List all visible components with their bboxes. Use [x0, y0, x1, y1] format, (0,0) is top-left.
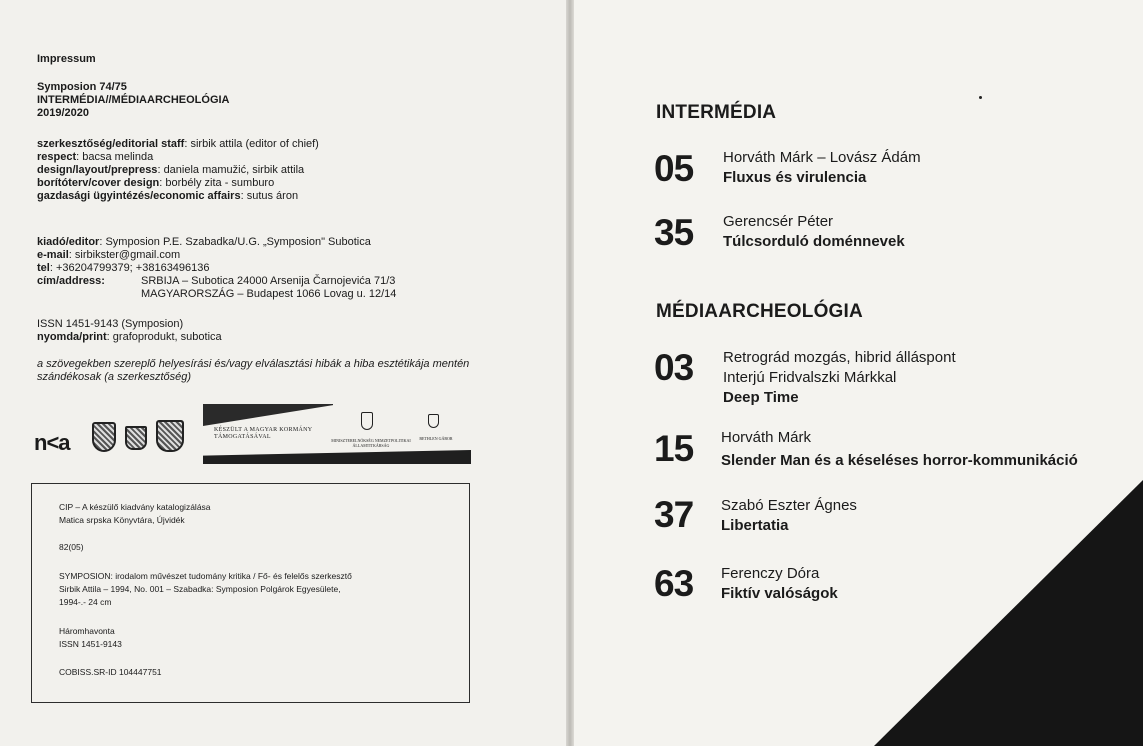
toc-article-title[interactable]: Fluxus és virulencia — [723, 169, 867, 186]
print-label: nyomda/print — [37, 331, 107, 343]
staff-label: gazdasági ügyintézés/economic affairs — [37, 190, 241, 202]
staff-label: borítóterv/cover design — [37, 177, 160, 189]
toc-article-title[interactable]: Slender Man és a késeléses horror-kommunikáció — [721, 452, 1078, 469]
toc-page-number[interactable]: 15 — [654, 428, 694, 469]
staff-value: daniela mamužić, sirbik attila — [163, 164, 305, 176]
email-line: e-mail: sirbikster@gmail.com — [37, 249, 181, 261]
hungary-crest-icon — [361, 412, 373, 430]
book-gutter — [566, 0, 574, 746]
staff-value: sirbik attila (editor of chief) — [190, 138, 319, 150]
cip-line: CIP – A készülő kiadvány katalogizálása — [59, 502, 211, 512]
section-title-mediaarcheologia: MÉDIAARCHEOLÓGIA — [656, 301, 863, 322]
staff-label: design/layout/prepress — [37, 164, 158, 176]
staff-label: respect — [37, 151, 77, 163]
address-label: cím/address: — [37, 275, 105, 287]
banner-ministry-text: MINISZTERELNÖKSÉG NEMZETPOLITIKAI ÁLLAMTITKÁRSÁG — [331, 438, 411, 448]
toc-author: Gerencsér Péter — [723, 213, 834, 230]
series-info — [37, 81, 230, 120]
print-value: grafoprodukt, subotica — [112, 331, 222, 343]
toc-subtitle: Interjú Fridvalszki Márkkal — [723, 369, 897, 386]
cip-line: Matica srpska Könyvtára, Újvidék — [59, 515, 185, 525]
editorial-note: a szövegekben szereplő helyesírási és/vagy elválasztási hibák a hiba esztétikája mentén szándékosak (a szerkesztőség) — [37, 358, 470, 383]
publisher-label: kiadó/editor — [37, 236, 100, 248]
toc-page-number[interactable]: 03 — [654, 347, 694, 388]
coat-of-arms-icon — [92, 422, 116, 452]
series-theme: INTERMÉDIA//MÉDIAARCHEOLÓGIA — [37, 94, 230, 106]
staff-line: design/layout/prepress: daniela mamužić, sirbik attila — [37, 164, 305, 176]
toc-page-number[interactable]: 05 — [654, 148, 694, 189]
ink-dot — [979, 96, 982, 99]
toc-page-number[interactable]: 63 — [654, 563, 694, 604]
cip-line: 1994-.- 24 cm — [59, 597, 112, 607]
staff-value: bacsa melinda — [82, 151, 154, 163]
cip-line: SYMPOSION: irodalom művészet tudomány kritika / Fő- és felelős szerkesztő — [59, 571, 352, 581]
cip-line: ISSN 1451-9143 — [59, 639, 122, 649]
publisher-info — [37, 236, 371, 275]
series-issue: Symposion 74/75 — [37, 81, 127, 93]
impressum-heading: Impressum — [37, 53, 96, 65]
toc-page-number[interactable]: 35 — [654, 212, 694, 253]
toc-page-number[interactable]: 37 — [654, 494, 694, 535]
right-page-contents — [574, 0, 1143, 746]
toc-author: Szabó Eszter Ágnes — [721, 497, 857, 514]
cip-line: COBISS.SR-ID 104447751 — [59, 667, 162, 677]
publisher-value: Symposion P.E. Szabadka/U.G. „Symposion" Subotica — [105, 236, 371, 248]
tel-value: +36204799379; +38163496136 — [55, 262, 210, 274]
government-support-banner — [203, 404, 471, 464]
email-label: e-mail — [37, 249, 69, 261]
corner-triangle — [874, 480, 1143, 746]
issn-block — [37, 318, 222, 344]
staff-line: borítóterv/cover design: borbély zita - sumburo — [37, 177, 275, 189]
cip-line: Sirbik Attila – 1994, No. 001 – Szabadka: Symposion Polgárok Egyesülete, — [59, 584, 341, 594]
city-crest-icon — [156, 420, 184, 452]
staff-value: sutus áron — [246, 190, 299, 202]
print-line: nyomda/print: grafoprodukt, subotica — [37, 331, 222, 343]
banner-fund-text: BETHLEN GÁBOR — [419, 436, 453, 441]
series-year: 2019/2020 — [37, 107, 89, 119]
banner-main-text: KÉSZÜLT A MAGYAR KORMÁNY TÁMOGATÁSÁVAL — [214, 427, 313, 440]
section-title-intermedia: INTERMÉDIA — [656, 102, 777, 123]
toc-author: Horváth Márk — [721, 429, 812, 446]
banner-stripe-top — [203, 404, 333, 426]
staff-line: gazdasági ügyintézés/economic affairs: sutus áron — [37, 190, 299, 202]
staff-value: borbély zita - sumburo — [165, 177, 275, 189]
cip-line: 82(05) — [59, 542, 84, 552]
staff-list — [37, 138, 319, 203]
toc-article-title[interactable]: Libertatia — [721, 517, 789, 534]
staff-line: respect: bacsa melinda — [37, 151, 154, 163]
toc-article-title[interactable]: Deep Time — [723, 389, 799, 406]
left-page-impressum — [0, 0, 566, 746]
tel-line: tel: +36204799379; +38163496136 — [37, 262, 210, 274]
email-value[interactable]: sirbikster@gmail.com — [74, 249, 181, 261]
tel-label: tel — [37, 262, 50, 274]
toc-author: Ferenczy Dóra — [721, 565, 820, 582]
address-line-serbia: SRBIJA – Subotica 24000 Arsenija Čarnojevića 71/3 — [141, 275, 396, 287]
issn-line: ISSN 1451-9143 (Symposion) — [37, 318, 184, 330]
staff-label: szerkesztőség/editorial staff — [37, 138, 185, 150]
municipal-crest-icon — [125, 426, 147, 450]
toc-article-title[interactable]: Túlcsorduló doménnevek — [723, 233, 905, 250]
publisher-line: kiadó/editor: Symposion P.E. Szabadka/U.G. „Symposion" Subotica — [37, 236, 371, 248]
bethlen-fund-icon — [428, 414, 439, 428]
cip-record-box — [31, 483, 470, 703]
staff-line: szerkesztőség/editorial staff: sirbik attila (editor of chief) — [37, 138, 319, 150]
toc-article-title[interactable]: Fiktív valóságok — [721, 585, 838, 602]
toc-subtitle: Retrográd mozgás, hibrid álláspont — [723, 349, 956, 366]
address-line-hungary: MAGYARORSZÁG – Budapest 1066 Lovag u. 12/14 — [141, 288, 397, 300]
toc-author: Horváth Márk – Lovász Ádám — [723, 149, 921, 166]
nka-logo: n<a — [34, 430, 70, 455]
cip-line: Háromhavonta — [59, 626, 115, 636]
banner-stripe-bottom — [203, 450, 471, 464]
